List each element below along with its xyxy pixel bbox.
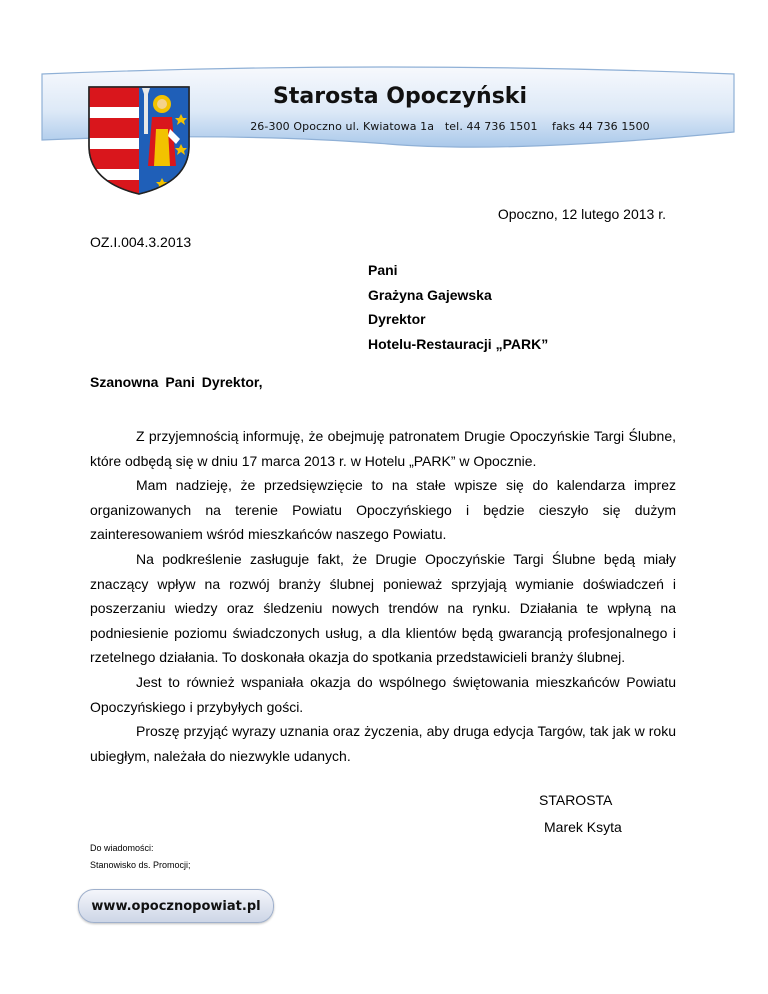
signature-name: Marek Ksyta [544,819,622,835]
body-paragraph: Na podkreślenie zasługuje fakt, że Drugie Opoczyńskie Targi Ślubne będą miały znaczący wpływ na rozwój branży ślubnej ponieważ sprzyjają wymianie doświadczeń i poszerzaniu wiedzy oraz śledzeniu nowych trendów na rynku. Działania te wpłyną na podniesienie poziomu świadczonych usług, a dla klientów będą gwarancją profesjonalnego i rzetelnego działania. To doskonała okazja do spotkania przedstawicieli branży ślubnej. [90,550,676,666]
body-paragraph: Mam nadzieję, że przedsięwzięcie to na stałe wpisze się do kalendarza imprez organizowanych na terenie Powiatu Opoczyńskiego i będzie cieszyło się dużym zainteresowaniem wśród mieszkańców naszego Powiatu. [90,477,676,543]
recipient-line: Hotelu-Restauracji „PARK” [368,335,549,352]
website-url: www.opocznopowiat.pl [91,898,261,914]
cc-heading: Do wiadomości: [90,843,154,853]
website-badge [78,889,274,923]
issuer-title: Starosta Opoczyński [273,84,527,109]
letter-body [90,424,676,768]
reference-number: OZ.I.004.3.2013 [90,234,192,250]
salutation: Szanowna Pani Dyrektor, [90,374,263,390]
body-paragraph: Z przyjemnością informuję, że obejmuję patronatem Drugie Opoczyńskie Targi Ślubne, które odbędą się w dniu 17 marca 2013 r. w Hotelu „PARK” w Opocznie. [90,428,676,469]
issuer-address: 26-300 Opoczno ul. Kwiatowa 1a tel. 44 736 1501 faks 44 736 1500 [250,120,650,133]
cc-item: Stanowisko ds. Promocji; [90,860,191,870]
recipient-line: Dyrektor [368,311,426,327]
recipient-block [368,258,548,356]
coat-of-arms-logo [86,84,192,196]
recipient-line: Grażyna Gajewska [368,286,492,303]
signature-title: STAROSTA [539,792,613,808]
recipient-line: Pani [368,262,398,278]
body-paragraph: Proszę przyjąć wyrazy uznania oraz życzenia, aby druga edycja Targów, tak jak w roku ubiegłym, należała do niezwykle udanych. [90,723,676,764]
body-paragraph: Jest to również wspaniała okazja do wspólnego świętowania mieszkańców Powiatu Opoczyńskiego i przybyłych gości. [90,673,676,715]
letter-date: Opoczno, 12 lutego 2013 r. [497,206,666,222]
